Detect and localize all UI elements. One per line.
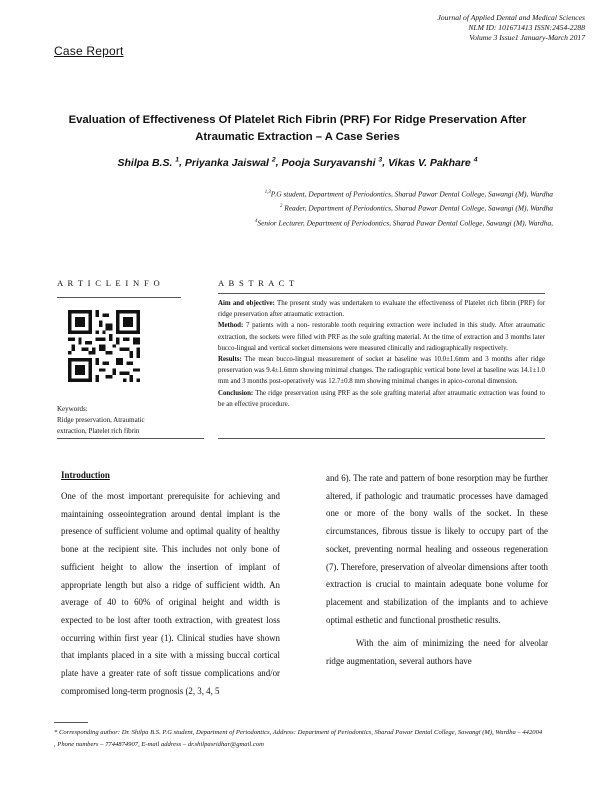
journal-issue: Volume 3 Issue1 January-March 2017 <box>469 33 585 42</box>
keywords-block <box>57 404 145 437</box>
footnote-rule <box>54 722 88 723</box>
article-info-heading: A R T I C L E I N F O <box>57 278 162 288</box>
affiliation-1: $^{1,3}$P.G student, Department of Periodontics, Sharad Pawar Dental College, Sawangi (M), Wardha <box>264 189 553 199</box>
title-line-1: Evaluation of Effectiveness Of Platelet Rich Fibrin (PRF) For Ridge Preservation After <box>68 114 527 126</box>
body-paragraph-1: and 6). The rate and pattern of bone resorption may be further altered, if pathologic and traumatic processes have damaged one or more of the bony walls of the socket. In these circumstances, fibrous tissue is likely to occupy part of the socket, preventing normal healing and osseous regeneration (7). Therefore, preservation of alveolar dimensions after tooth extraction is crucial to maintain adequate bone volume for placement and stabilization of the implants and to achieve optimal esthetic and functional prosthetic results. <box>326 473 548 625</box>
paper-title <box>40 112 555 146</box>
abstract-results: Results: The mean bucco-lingual measurement of socket at baseline was 10.0±1.6mm and 3 months after ridge preservation was 9.4±1.6mm showing minimal changes. The radiographic vertical bone level at baseline was 14.1±1.0 mm and 3 months post-operatively was 12.7±0.8 mm showing minimal changes in apico-coronal dimension. <box>218 356 545 386</box>
introduction-heading: Introduction <box>61 470 110 480</box>
affiliation-2: $^2$ Reader, Department of Periodontics, Sharad Pawar Dental College, Sawangi (M), Wardha <box>279 203 553 213</box>
journal-name: Journal of Applied Dental and Medical Sciences <box>437 13 585 22</box>
abstract-top-rule <box>218 293 545 294</box>
article-info-rule <box>57 297 181 298</box>
abstract-method: Method: 7 patients with a non- restorable tooth requiring extraction were included in this study. After atraumatic extraction, the sockets were filled with PRF as the sole grafting material. At the time of extraction and 3 months later bucco-lingual and vertical socket dimensions were measured clinically and radiographically respectively. <box>218 322 545 352</box>
journal-ids: NLM ID: 101671413 ISSN:2454-2288 <box>468 23 585 32</box>
corresponding-author-footnote: * Corresponding author: Dr. Shilpa B.S. P.G student, Department of Periodontics, Address: Department of Periodontics, Sharad Pawar Dental College, Sawangi (M), Wardha – 442004 , Phone numbers – 7744874907, E-mail address – dr.shilpasridhar@gmail.com <box>54 729 543 748</box>
journal-header <box>438 13 585 43</box>
article-type: Case Report <box>54 44 124 58</box>
author-list: Shilpa B.S. $^1$, Priyanka Jaiswal $^2$, Pooja Suryavanshi $^3$, Vikas V. Pakhare $^4$ <box>117 156 478 169</box>
title-line-2: Atraumatic Extraction – A Case Series <box>195 131 400 143</box>
author-3: Pooja Suryavanshi $^3$ <box>281 156 383 169</box>
body-left-column: One of the most important prerequisite for achieving and maintaining osseointegration around dental implant is the presence of sufficient volume and optimal quality of healthy bone at the recipient site. This includes not only bone of sufficient height to allow the insertion of implant of appropriate length but also a ridge of sufficient width. An average of 40 to 60% of original height and width is expected to be lost after tooth extraction, with greatest loss occurring within first year (1). Clinical studies have shown that implants placed in a site with a missing buccal cortical plate have a greater rate of soft tissue complications and/or compromised long-term prognosis (2, 3, 4, 5 <box>61 491 280 696</box>
keywords-line-2: extraction, Platelet rich fibrin <box>57 427 140 435</box>
abstract-bottom-rule <box>218 438 545 439</box>
affiliations <box>255 186 553 229</box>
keywords-label: Keywords: <box>57 405 88 413</box>
body-right-column <box>326 470 548 671</box>
keywords-line-1: Ridge preservation, Atraumatic <box>57 416 145 424</box>
abstract-body <box>218 298 545 410</box>
author-4: Vikas V. Pakhare $^4$ <box>388 156 478 169</box>
abstract-conclusion: Conclusion: The ridge preservation using PRF as the sole grafting material after atraumatic extraction was found to be an effective procedure. <box>218 389 545 408</box>
abstract-heading: A B S T R A C T <box>218 278 296 288</box>
article-info-bottom-rule <box>57 438 204 439</box>
abstract-aim: Aim and objective: The present study was undertaken to evaluate the effectiveness of Platelet rich fibrin (PRF) for ridge preservation after atraumatic extraction. <box>218 300 545 319</box>
affiliation-3: $^4$Senior Lecturer, Department of Periodontics, Sharad Pawar Dental College, Sawangi (M), Wardha, <box>254 218 553 228</box>
author-1: Shilpa B.S. $^1$ <box>117 156 180 169</box>
qr-code-icon <box>68 310 140 382</box>
body-paragraph-2: With the aim of minimizing the need for alveolar ridge augmentation, several authors have <box>326 638 548 667</box>
author-2: Priyanka Jaiswal $^2$ <box>184 156 276 169</box>
